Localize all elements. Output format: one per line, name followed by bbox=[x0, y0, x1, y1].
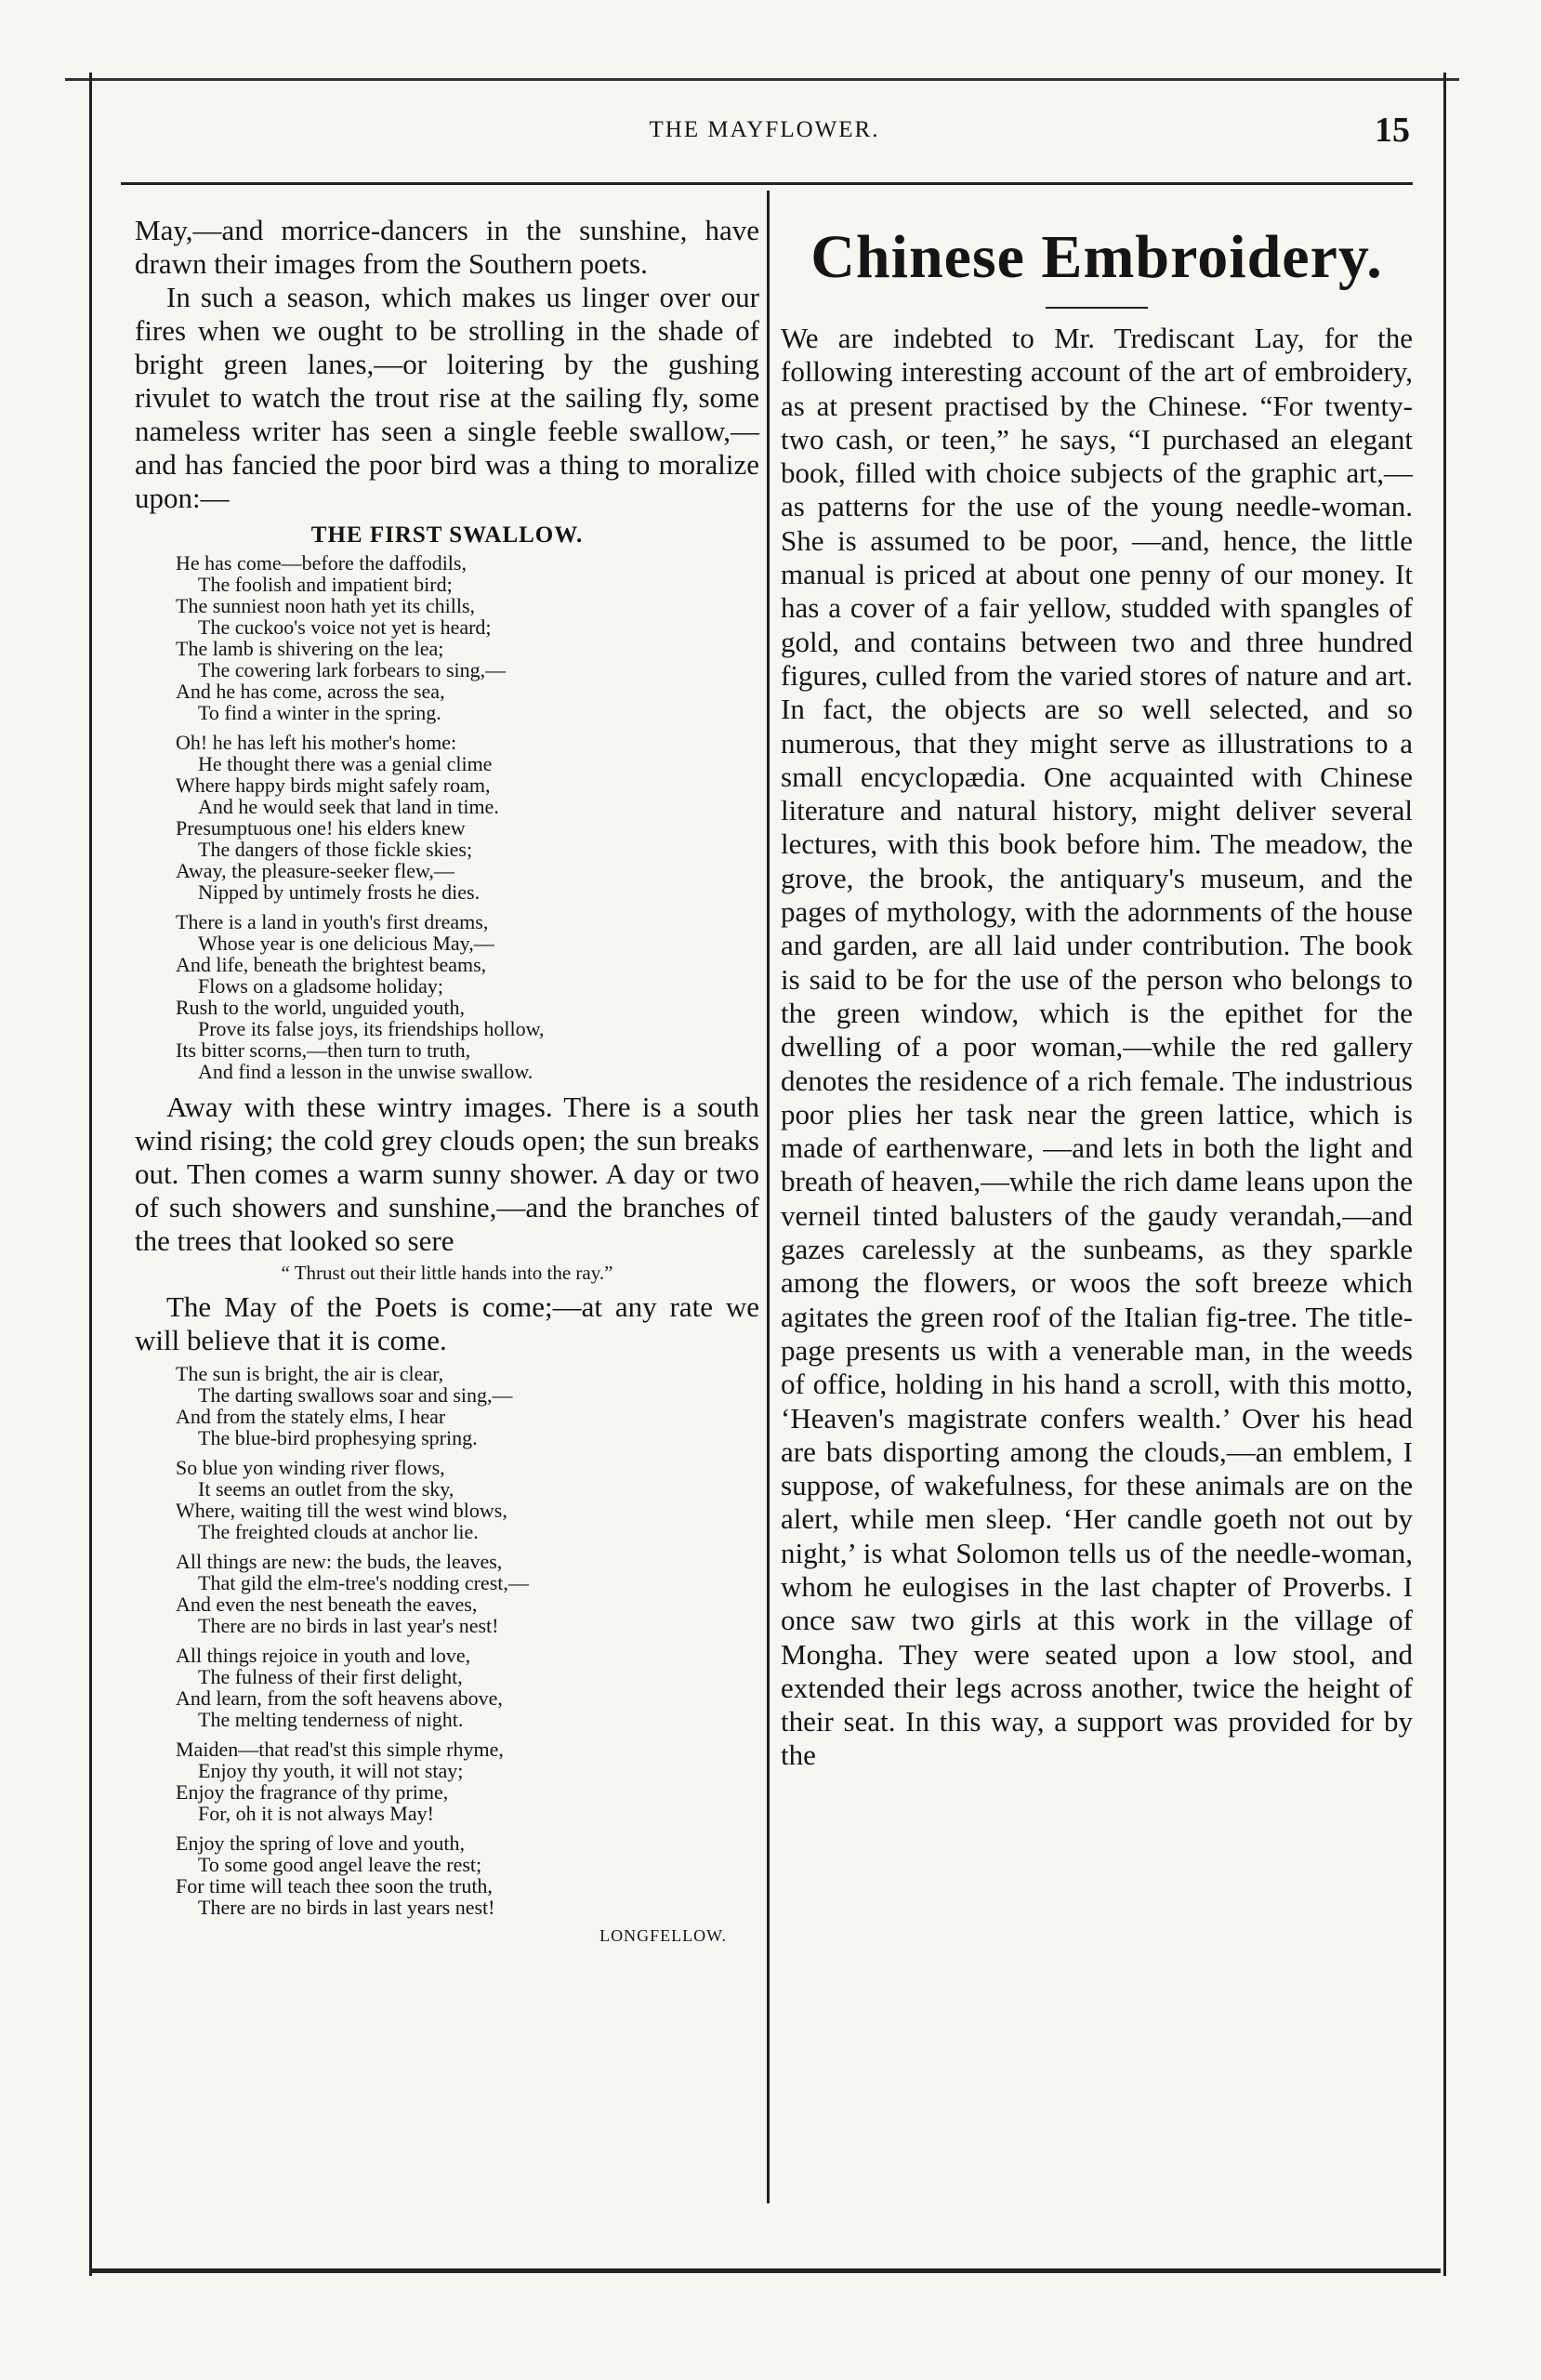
poem-stanza bbox=[176, 1551, 759, 1636]
poem-stanza bbox=[176, 911, 759, 1082]
poem-line: All things are new: the buds, the leaves, bbox=[176, 1550, 503, 1573]
poem-stanza bbox=[176, 1363, 759, 1448]
poem-line: For, oh it is not always May! bbox=[198, 1802, 434, 1825]
poem-line: Whose year is one delicious May,— bbox=[198, 932, 494, 955]
article-title: Chinese Embroidery. bbox=[810, 223, 1383, 291]
poem-stanza bbox=[176, 1457, 759, 1542]
poem-line: To some good angel leave the rest; bbox=[198, 1853, 482, 1876]
poem-stanza bbox=[176, 552, 759, 723]
poem-line: There is a land in youth's first dreams, bbox=[176, 910, 489, 933]
poem-line: There are no birds in last years nest! bbox=[198, 1896, 495, 1919]
poem-stanza bbox=[176, 1739, 759, 1824]
poem-line: The blue-bird prophesying spring. bbox=[198, 1426, 478, 1449]
page-header bbox=[112, 111, 1417, 154]
header-rule bbox=[121, 182, 1413, 185]
poem-line: And from the stately elms, I hear bbox=[176, 1405, 446, 1428]
poem-line: And he has come, across the sea, bbox=[176, 680, 445, 703]
page-number: 15 bbox=[1375, 111, 1410, 150]
paragraph-season: In such a season, which makes us linger over our fires when we ought to be strolling in the shade of bright green lanes,—or loitering by the gushing rivulet to watch the trout rise at the sailing fly, some nameless writer has seen a single feeble swallow,—and has fancied the poor bird was a thing to moralize upon:— bbox=[135, 281, 759, 514]
paragraph-may-of-poets: The May of the Poets is come;—at any rate we will believe that it is come. bbox=[135, 1290, 759, 1356]
poem-line: He has come—before the daffodils, bbox=[176, 551, 467, 575]
poem-line: There are no birds in last year's nest! bbox=[198, 1614, 499, 1637]
poem-line: The darting swallows soar and sing,— bbox=[198, 1383, 513, 1407]
poem-line: Where happy birds might safely roam, bbox=[176, 774, 491, 797]
poem-line: The freighted clouds at anchor lie. bbox=[198, 1520, 479, 1543]
bottom-border-rule bbox=[89, 2268, 1441, 2273]
column-divider bbox=[767, 191, 770, 2203]
poem-line: The sun is bright, the air is clear, bbox=[176, 1362, 444, 1385]
poem-line: All things rejoice in youth and love, bbox=[176, 1644, 471, 1667]
poem-longfellow bbox=[176, 1363, 759, 1918]
poem-line: And even the nest beneath the eaves, bbox=[176, 1593, 478, 1616]
poem-line: So blue yon winding river flows, bbox=[176, 1456, 445, 1479]
poem-line: The sunniest noon hath yet its chills, bbox=[176, 594, 476, 617]
poem-line: Prove its false joys, its friendships hollow, bbox=[198, 1017, 545, 1040]
poem-line: The foolish and impatient bird; bbox=[198, 573, 453, 596]
poem-stanza bbox=[176, 1645, 759, 1730]
poem-line: And he would seek that land in time. bbox=[198, 795, 499, 818]
title-rule bbox=[1046, 307, 1148, 309]
poem-line: He thought there was a genial clime bbox=[198, 752, 493, 775]
right-column bbox=[781, 214, 1413, 1773]
poem-line: The lamb is shivering on the lea; bbox=[176, 637, 444, 660]
left-column bbox=[135, 214, 759, 1946]
running-title: THE MAYFLOWER. bbox=[649, 117, 880, 142]
poem-line: Away, the pleasure-seeker flew,— bbox=[176, 859, 454, 882]
poem-line: Maiden—that read'st this simple rhyme, bbox=[176, 1738, 504, 1761]
poem-line: Enjoy thy youth, it will not stay; bbox=[198, 1759, 464, 1782]
poem-first-swallow bbox=[176, 552, 759, 1082]
poem-line: The melting tenderness of night. bbox=[198, 1708, 464, 1731]
poem-line: That gild the elm-tree's nodding crest,— bbox=[198, 1571, 529, 1594]
poem-line: The cowering lark forbears to sing,— bbox=[198, 658, 507, 681]
poem-line: And find a lesson in the unwise swallow. bbox=[198, 1060, 533, 1083]
poem-line: Where, waiting till the west wind blows, bbox=[176, 1499, 507, 1522]
poem-line: And learn, from the soft heavens above, bbox=[176, 1686, 503, 1710]
poem-line: Enjoy the spring of love and youth, bbox=[176, 1831, 466, 1855]
poem-line: For time will teach thee soon the truth, bbox=[176, 1874, 493, 1897]
poem-attribution: LONGFELLOW. bbox=[599, 1926, 727, 1945]
poem-stanza bbox=[176, 1832, 759, 1918]
article-body: We are indebted to Mr. Trediscant Lay, for the following interesting account of the art of embroidery, as at present practised by the Chinese. “For twenty-two cash, or teen,” he says, “I purchased an elegant book, filled with choice subjects of the graphic art,—as patterns for the use of the young needle-woman. She is assumed to be poor, —and, hence, the little manual is priced at about one penny of our money. It has a cover of a fair yellow, studded with spangles of gold, and contains between two and three hundred figures, culled from the varied stores of nature and art. In fact, the objects are so well selected, and so numerous, that they might serve as illustrations to a small encyclopædia. One acquainted with Chinese literature and natural history, might deliver several lectures, with this book before him. The meadow, the grove, the brook, the antiquary's museum, and the pages of mythology, with the adornments of the house and garden, are all laid under contribution. The book is said to be for the use of the person who belongs to the green window, which is the epithet for the dwelling of a poor woman,—while the red gallery denotes the residence of a rich female. The industrious poor plies her task near the green lattice, which is made of earthenware, —and lets in both the light and breath of heaven,—while the rich dame leans upon the verneil tinted balusters of the gaudy verandah,—and gazes carelessly at the sunbeams, as they sparkle among the flowers, or woos the soft breeze which agitates the green roof of the Italian fig-tree. The title-page presents us with a venerable man, in the weeds of office, holding in his hand a scroll, with this motto, ‘Heaven's magistrate confers wealth.’ Over his head are bats disporting among the clouds,—an emblem, I suppose, of wakefulness, for these animals are on the alert, while men sleep. ‘Her candle goeth not out by night,’ is what Solomon tells us of the needle-woman, whom he eulogises in the last chapter of Proverbs. I once saw two girls at this work in the village of Mongha. They were seated upon a low stool, and extended their legs across another, twice the height of their seat. In this way, a support was provided for by the bbox=[781, 322, 1413, 1772]
poem-line: Presumptuous one! his elders knew bbox=[176, 816, 466, 840]
poem-line: And life, beneath the brightest beams, bbox=[176, 953, 487, 976]
poem-line: The dangers of those fickle skies; bbox=[198, 838, 473, 861]
paragraph-wintry-images: Away with these wintry images. There is a south wind rising; the cold grey clouds open; the sun breaks out. Then comes a warm sunny shower. A day or two of such showers and sunshine,—and the branches of the trees that looked so sere bbox=[135, 1091, 759, 1257]
poem-stanza bbox=[176, 732, 759, 903]
paragraph-may: May,—and morrice-dancers in the sunshine, have drawn their images from the Southern poets. bbox=[135, 214, 759, 280]
poem-line: The cuckoo's voice not yet is heard; bbox=[198, 615, 492, 639]
poem-line: Rush to the world, unguided youth, bbox=[176, 996, 466, 1019]
poem-line: It seems an outlet from the sky, bbox=[198, 1477, 454, 1501]
poem-line: Flows on a gladsome holiday; bbox=[198, 974, 443, 998]
poem-line: Its bitter scorns,—then turn to truth, bbox=[176, 1038, 471, 1062]
poem-line: Enjoy the fragrance of thy prime, bbox=[176, 1780, 449, 1804]
poem-line: The fulness of their first delight, bbox=[198, 1665, 463, 1688]
poem-line: To find a winter in the spring. bbox=[198, 701, 441, 724]
poem-line: Oh! he has left his mother's home: bbox=[176, 731, 457, 754]
poem-line: Nipped by untimely frosts he dies. bbox=[198, 880, 481, 904]
epigraph-quote: “ Thrust out their little hands into the ray.” bbox=[281, 1262, 613, 1284]
poem-title-first-swallow: THE FIRST SWALLOW. bbox=[310, 522, 584, 548]
